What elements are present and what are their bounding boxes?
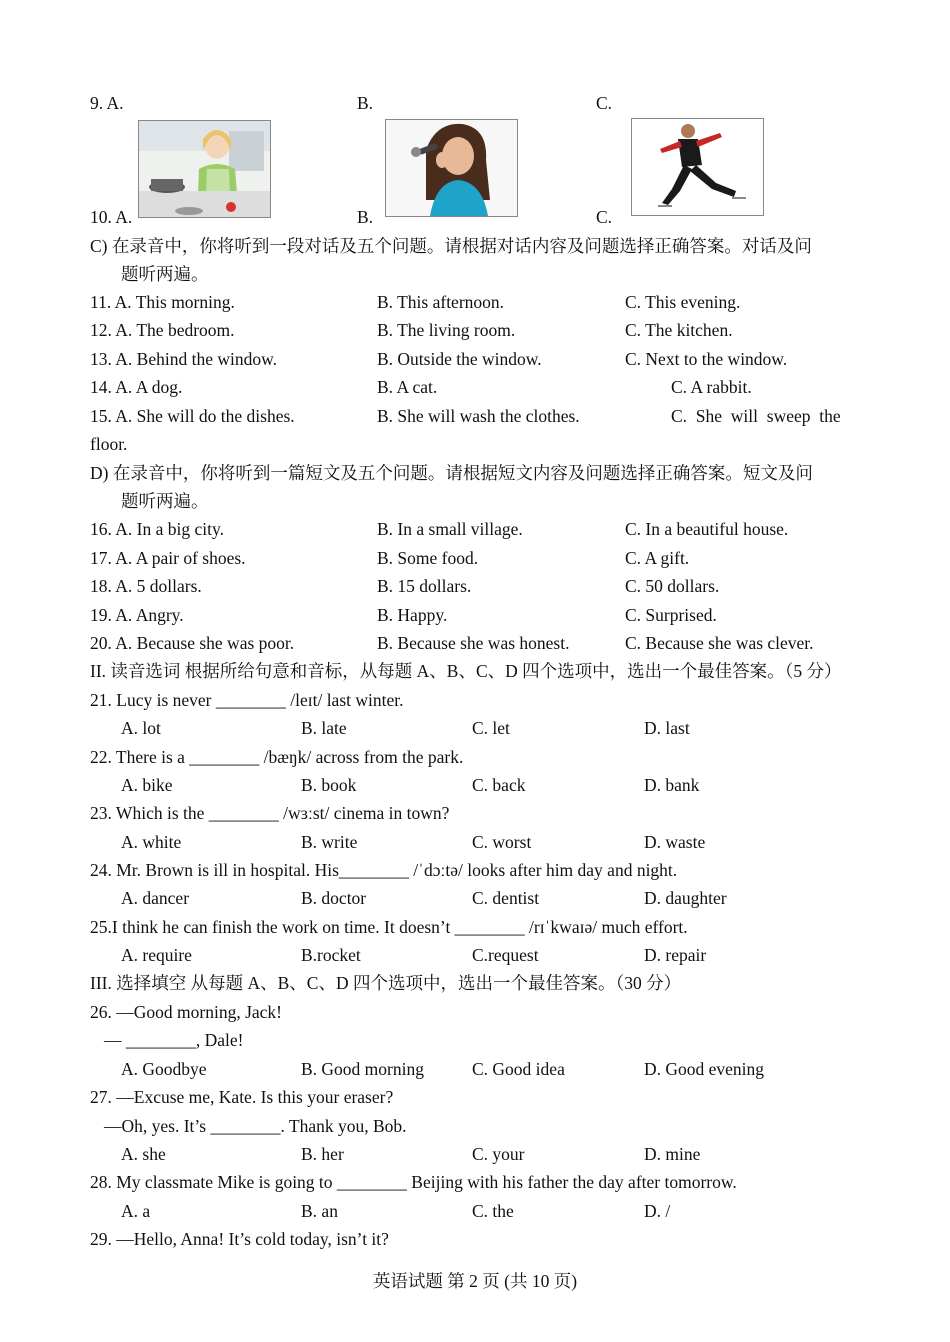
q11-option-a: 11. A. This morning. xyxy=(90,292,235,312)
q27-line2: —Oh, yes. It’s ________. Thank you, Bob. xyxy=(104,1116,407,1136)
man-skating-image xyxy=(631,118,764,216)
q28-option-b: B. an xyxy=(301,1201,338,1221)
page-footer: 英语试题 第 2 页 (共 10 页) xyxy=(372,1271,578,1291)
q9-option-a: 9. A. xyxy=(90,93,124,113)
q21-option-c: C. let xyxy=(472,718,510,738)
q19-option-c: C. Surprised. xyxy=(625,605,717,625)
q19-option-b: B. Happy. xyxy=(377,605,448,625)
q24-stem: 24. Mr. Brown is ill in hospital. His________ /ˈdɔːtə/ looks after him day and night. xyxy=(90,860,678,880)
q12-option-b: B. The living room. xyxy=(377,320,516,340)
q23-option-d: D. waste xyxy=(644,832,706,852)
q17-option-c: C. A gift. xyxy=(625,548,690,568)
q29-line1: 29. —Hello, Anna! It’s cold today, isn’t it? xyxy=(90,1229,389,1249)
section-c-instruction-cont: 题听两遍。 xyxy=(121,264,209,284)
q21-option-d: D. last xyxy=(644,718,690,738)
section-2-title: II. 读音选词 根据所给句意和音标，从每题 A、B、C、D 四个选项中，选出一个最佳答案。（5 分） xyxy=(90,661,842,681)
q9-option-c: C. xyxy=(596,93,613,113)
q28-option-c: C. the xyxy=(472,1201,514,1221)
q19-option-a: 19. A. Angry. xyxy=(90,605,184,625)
q27-option-a: A. she xyxy=(121,1144,166,1164)
q21-option-a: A. lot xyxy=(121,718,161,738)
q16-option-a: 16. A. In a big city. xyxy=(90,519,224,539)
q23-stem: 23. Which is the ________ /wɜːst/ cinema in town? xyxy=(90,803,450,823)
q25-option-b: B.rocket xyxy=(301,945,361,965)
q22-option-d: D. bank xyxy=(644,775,700,795)
q26-option-a: A. Goodbye xyxy=(121,1059,207,1079)
q24-option-a: A. dancer xyxy=(121,888,190,908)
q24-option-b: B. doctor xyxy=(301,888,367,908)
q10-option-a: 10. A. xyxy=(90,207,133,227)
q15-option-c: C. She will sweep the xyxy=(671,406,841,426)
q27-option-d: D. mine xyxy=(644,1144,701,1164)
q26-option-b: B. Good morning xyxy=(301,1059,424,1079)
q14-option-b: B. A cat. xyxy=(377,377,438,397)
q25-option-c: C.request xyxy=(472,945,539,965)
q12-option-c: C. The kitchen. xyxy=(625,320,733,340)
woman-singing-image xyxy=(385,119,518,217)
q22-option-c: C. back xyxy=(472,775,526,795)
q26-option-c: C. Good idea xyxy=(472,1059,565,1079)
section-d-instruction: D) 在录音中，你将听到一篇短文及五个问题。请根据短文内容及问题选择正确答案。短文及问 xyxy=(90,463,813,483)
q28-option-d: D. / xyxy=(644,1201,671,1221)
q23-option-c: C. worst xyxy=(472,832,532,852)
q16-option-c: C. In a beautiful house. xyxy=(625,519,789,539)
q11-option-c: C. This evening. xyxy=(625,292,741,312)
q23-option-b: B. write xyxy=(301,832,358,852)
q23-option-a: A. white xyxy=(121,832,182,852)
q24-option-c: C. dentist xyxy=(472,888,540,908)
q12-option-a: 12. A. The bedroom. xyxy=(90,320,235,340)
woman-cooking-image xyxy=(138,120,271,218)
q25-option-d: D. repair xyxy=(644,945,707,965)
q18-option-b: B. 15 dollars. xyxy=(377,576,472,596)
q13-option-b: B. Outside the window. xyxy=(377,349,542,369)
q28-option-a: A. a xyxy=(121,1201,151,1221)
q27-option-c: C. your xyxy=(472,1144,525,1164)
q22-stem: 22. There is a ________ /bæŋk/ across from the park. xyxy=(90,747,464,767)
q14-option-a: 14. A. A dog. xyxy=(90,377,183,397)
q28-line1: 28. My classmate Mike is going to ________ Beijing with his father the day after tomorrow. xyxy=(90,1172,737,1192)
section-d-instruction-cont: 题听两遍。 xyxy=(121,491,209,511)
q11-option-b: B. This afternoon. xyxy=(377,292,505,312)
q16-option-b: B. In a small village. xyxy=(377,519,523,539)
q15-option-a: 15. A. She will do the dishes. xyxy=(90,406,295,426)
q10-option-c: C. xyxy=(596,207,613,227)
q14-option-c: C. A rabbit. xyxy=(671,377,752,397)
q27-line1: 27. —Excuse me, Kate. Is this your eraser? xyxy=(90,1087,394,1107)
q21-stem: 21. Lucy is never ________ /leɪt/ last winter. xyxy=(90,690,404,710)
q25-stem: 25.I think he can finish the work on time. It doesn’t ________ /rɪˈkwaɪə/ much effort. xyxy=(90,917,688,937)
q10-option-b: B. xyxy=(357,207,374,227)
q20-option-c: C. Because she was clever. xyxy=(625,633,814,653)
q27-option-b: B. her xyxy=(301,1144,344,1164)
q18-option-c: C. 50 dollars. xyxy=(625,576,720,596)
q22-option-a: A. bike xyxy=(121,775,173,795)
q22-option-b: B. book xyxy=(301,775,357,795)
section-c-instruction: C) 在录音中，你将听到一段对话及五个问题。请根据对话内容及问题选择正确答案。对话及问 xyxy=(90,236,812,256)
q17-option-b: B. Some food. xyxy=(377,548,479,568)
q26-line1: 26. —Good morning, Jack! xyxy=(90,1002,282,1022)
q15-option-b: B. She will wash the clothes. xyxy=(377,406,580,426)
q20-option-b: B. Because she was honest. xyxy=(377,633,570,653)
q20-option-a: 20. A. Because she was poor. xyxy=(90,633,295,653)
q17-option-a: 17. A. A pair of shoes. xyxy=(90,548,246,568)
q24-option-d: D. daughter xyxy=(644,888,727,908)
q9-option-b: B. xyxy=(357,93,374,113)
q26-line2: — ________, Dale! xyxy=(104,1030,244,1050)
q26-option-d: D. Good evening xyxy=(644,1059,765,1079)
q13-option-a: 13. A. Behind the window. xyxy=(90,349,277,369)
q25-option-a: A. require xyxy=(121,945,192,965)
section-3-title: III. 选择填空 从每题 A、B、C、D 四个选项中，选出一个最佳答案。（30 分） xyxy=(90,973,682,993)
q15-option-c-cont: floor. xyxy=(90,434,128,454)
q18-option-a: 18. A. 5 dollars. xyxy=(90,576,202,596)
q21-option-b: B. late xyxy=(301,718,347,738)
q13-option-c: C. Next to the window. xyxy=(625,349,788,369)
